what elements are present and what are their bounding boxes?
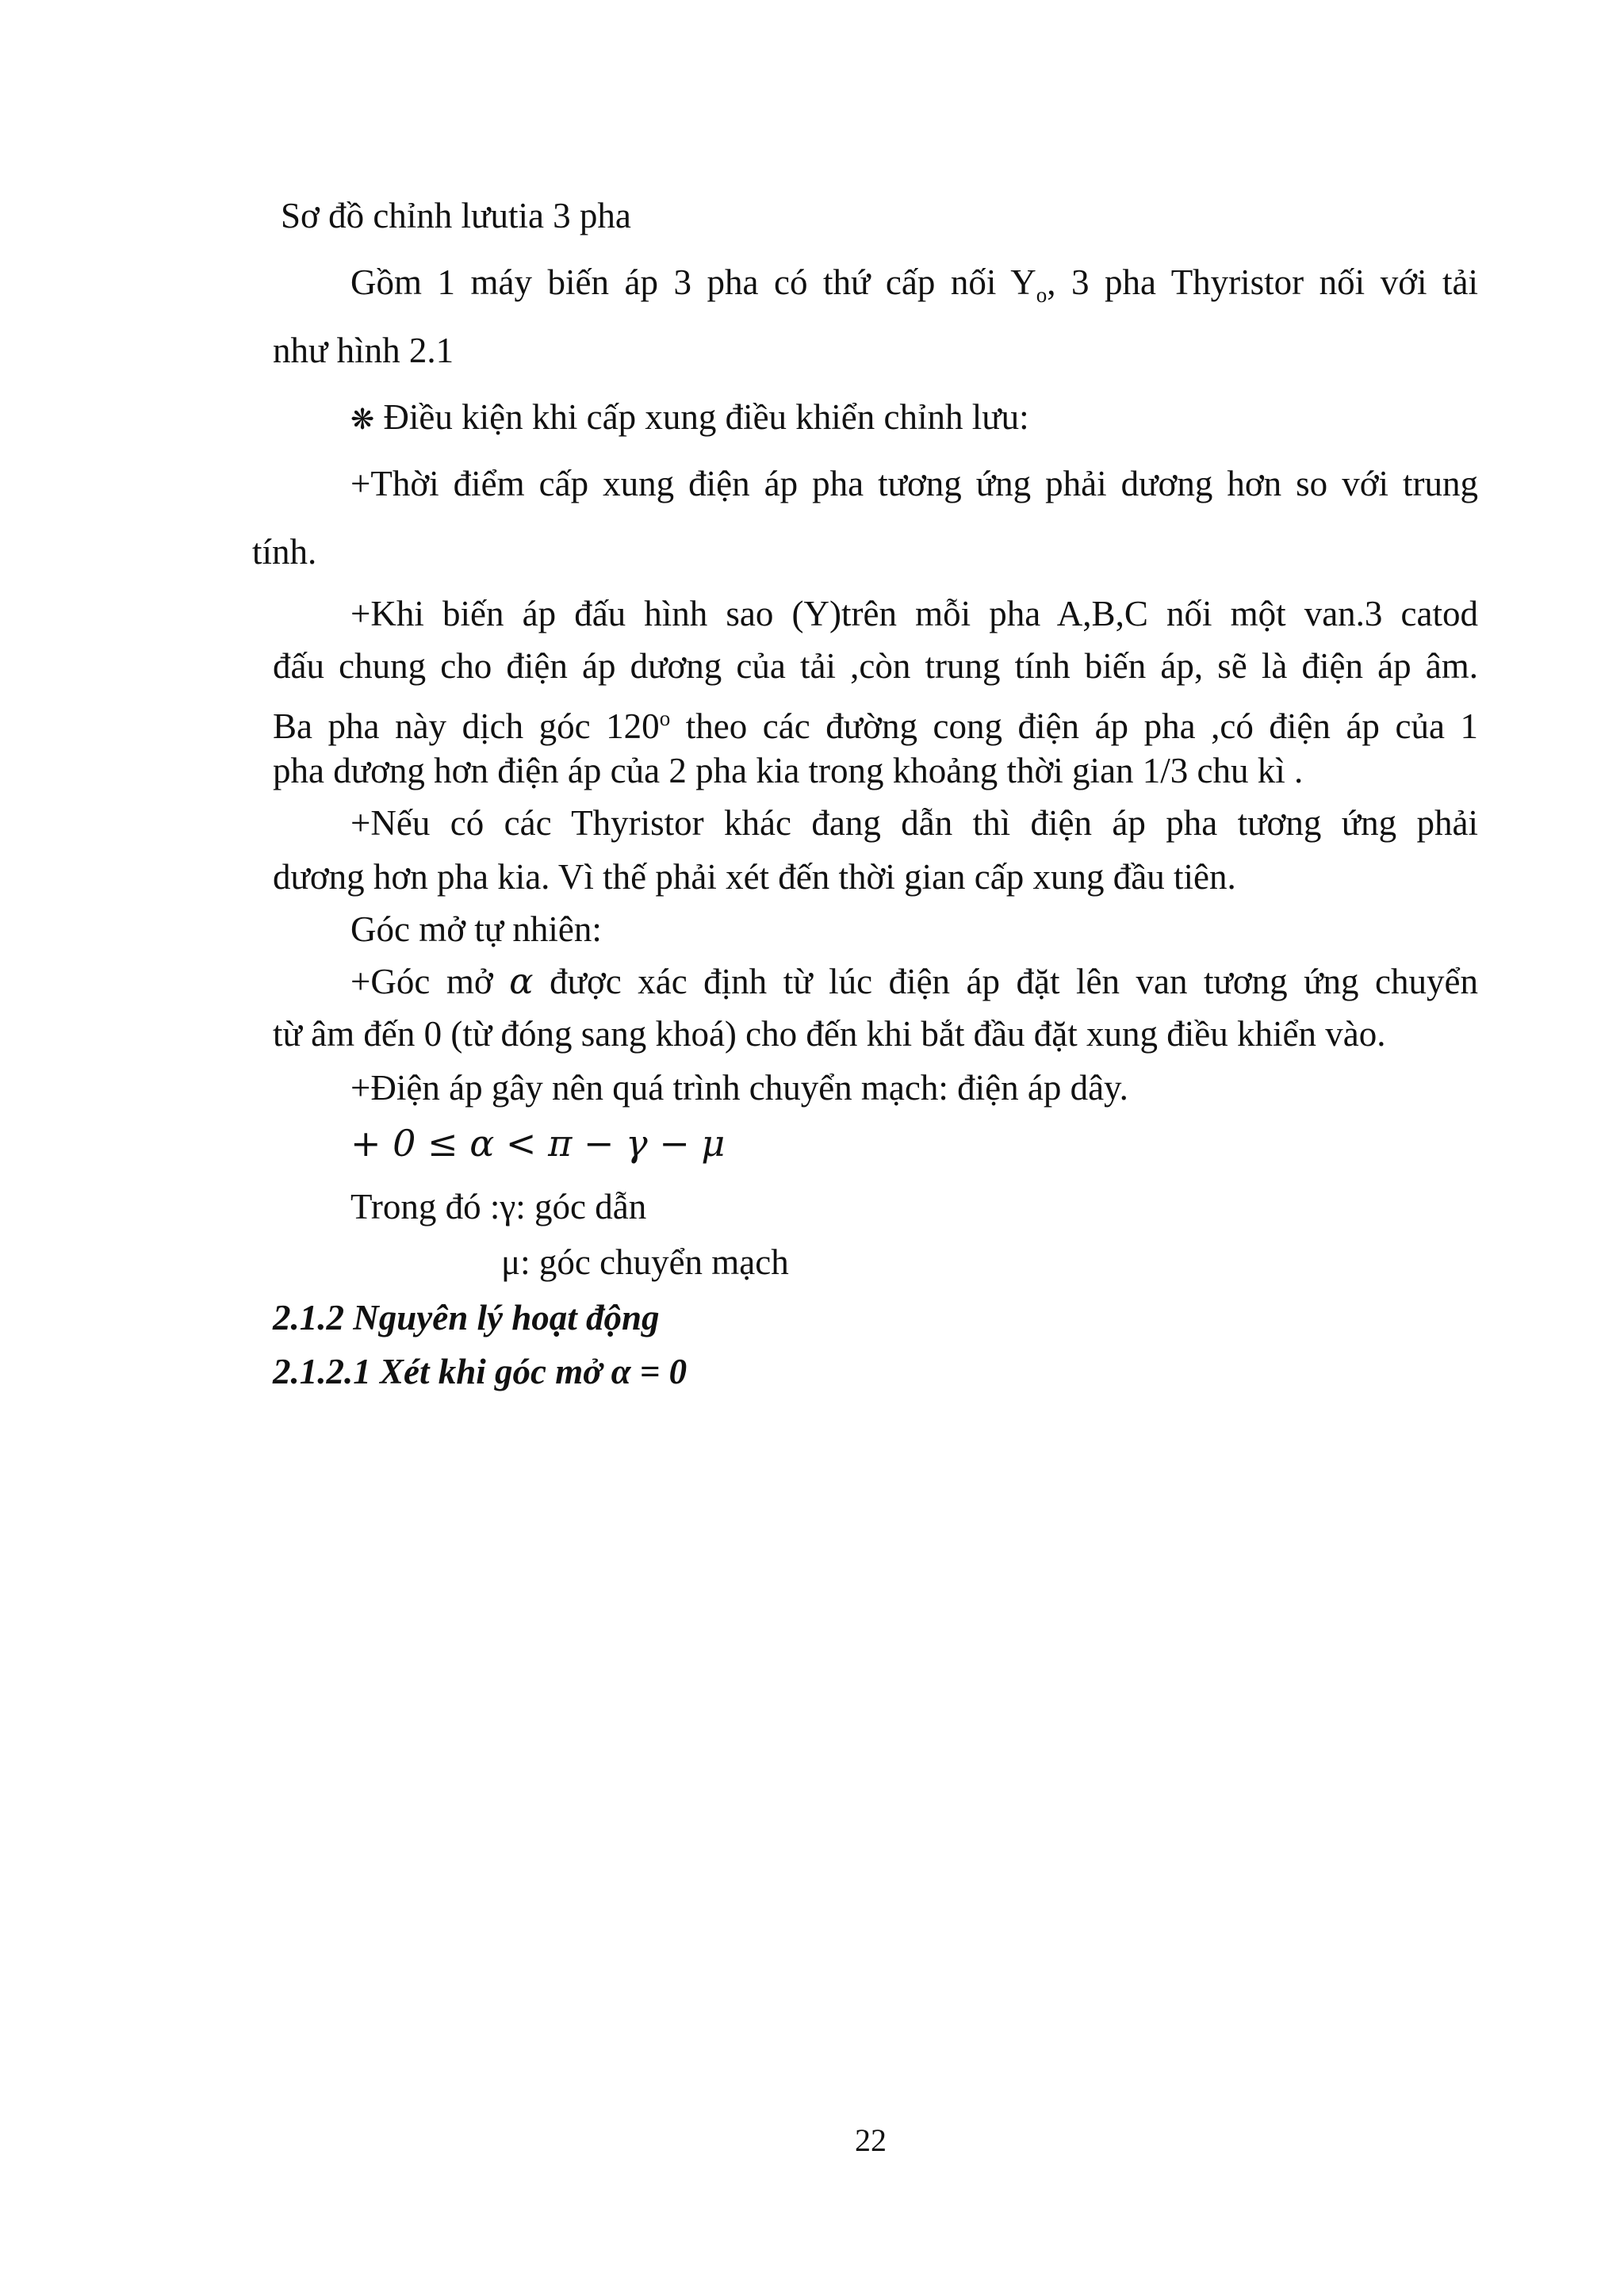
paragraph-line: pha dương hơn điện áp của 2 pha kia trong khoảng thời gian 1/3 chu kì . [273, 751, 1304, 790]
paragraph-line: μ: góc chuyển mạch [501, 1242, 789, 1282]
text-run: theo các đường cong điện áp pha ,có điện áp của 1 [670, 706, 1478, 746]
subscript: o [1036, 283, 1048, 307]
text-run: , 3 pha Thyristor nối với tải [1047, 262, 1478, 302]
condition-heading [350, 395, 1029, 442]
paragraph-line: +Điện áp gây nên quá trình chuyển mạch: điện áp dây. [350, 1068, 1128, 1108]
text-run: được xác định từ lúc điện áp đặt lên van tương ứng chuyển [533, 962, 1479, 1001]
text-run: Điều kiện khi cấp xung điều khiển chỉnh lưu: [374, 397, 1029, 437]
text-run: +Góc mở [350, 962, 510, 1001]
formula: + 0 ≤ α < π − γ − μ [350, 1122, 726, 1165]
paragraph-line: từ âm đến 0 (từ đóng sang khoá) cho đến khi bắt đầu đặt xung điều khiển vào. [273, 1014, 1386, 1054]
text-run: Gồm 1 máy biến áp 3 pha có thứ cấp nối Y [350, 262, 1036, 302]
page-number: 22 [855, 2122, 887, 2158]
paragraph-line: +Khi biến áp đấu hình sao (Y)trên mỗi pha A,B,C nối một van.3 catod [350, 594, 1478, 633]
paragraph-line: dương hơn pha kia. Vì thế phải xét đến thời gian cấp xung đầu tiên. [273, 857, 1236, 897]
paragraph-line [273, 696, 1478, 748]
paragraph-line: Góc mở tự nhiên: [350, 909, 602, 949]
paragraph-line: tính. [252, 532, 317, 572]
text-run: Ba pha này dịch góc 120 [273, 706, 660, 746]
section-heading: 2.1.2 Nguyên lý hoạt động [273, 1298, 660, 1337]
paragraph-line: đấu chung cho điện áp dương của tải ,còn trung tính biến áp, sẽ là điện áp âm. [273, 646, 1478, 686]
paragraph-line: +Thời điểm cấp xung điện áp pha tương ứng phải dương hơn so với trung [350, 464, 1478, 503]
alpha-symbol: α [509, 960, 534, 1002]
subsection-heading: 2.1.2.1 Xét khi góc mở α = 0 [273, 1352, 688, 1391]
snowflake-icon: ❋ [350, 404, 375, 436]
paragraph-line: như hình 2.1 [273, 331, 454, 370]
paragraph-line: Trong đó :γ: góc dẫn [350, 1187, 647, 1226]
paragraph-line [350, 260, 1478, 317]
paragraph-line [350, 959, 1478, 1004]
superscript: o [659, 706, 671, 730]
section-title: Sơ đồ chỉnh lưutia 3 pha [281, 196, 631, 235]
paragraph-line: +Nếu có các Thyristor khác đang dẫn thì điện áp pha tương ứng phải [350, 803, 1478, 843]
